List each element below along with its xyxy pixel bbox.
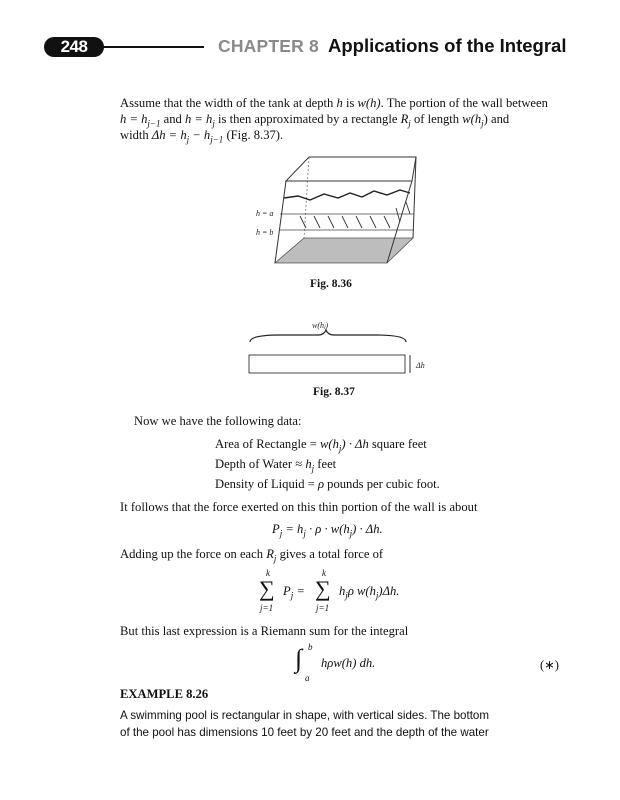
tank-bottom bbox=[275, 238, 413, 263]
riemann-sentence: But this last expression is a Riemann sum for the integral bbox=[120, 624, 409, 638]
chapter-title: Applications of the Integral bbox=[328, 35, 567, 56]
tank-edge bbox=[413, 157, 416, 238]
label-h-a: h = a bbox=[256, 209, 274, 218]
integral-expression bbox=[295, 640, 435, 684]
intro-line-1: Assume that the width of the tank at depth h is w(h). The portion of the wall between bbox=[120, 96, 548, 110]
sum-equation bbox=[257, 568, 437, 618]
density-line: Density of Liquid = ρ pounds per cubic foot. bbox=[215, 477, 440, 491]
rectangle-figure bbox=[240, 318, 440, 380]
force-equation: $P_j = h_j \cdot \rho \cdot w(h_j) \cdot \Delta h$. bbox=[272, 522, 383, 539]
tank-edge bbox=[275, 181, 286, 263]
brace-label: w(hⱼ) bbox=[312, 321, 329, 330]
sum-upper-1: k bbox=[266, 568, 270, 578]
header-rule bbox=[100, 46, 204, 48]
equation-tag: (∗) bbox=[540, 658, 559, 672]
page-number-badge: 248 bbox=[44, 37, 104, 57]
width-brace bbox=[250, 330, 406, 342]
intro-line-3: width $\Delta h = h_j - h_{j-1}$ (Fig. 8.37). bbox=[120, 128, 284, 145]
sum-rhs: $h_j\rho$ $w(h_j)\Delta h$. bbox=[339, 584, 400, 601]
intro-line-2: $h = h_{j-1}$ and $h = h_j$ is then approximated by a rectangle $R_j$ of length $w(h_j)$ and bbox=[120, 112, 510, 129]
sum-lhs: $P_j$ = bbox=[283, 584, 305, 601]
water-surface bbox=[284, 190, 410, 200]
tank-figure bbox=[250, 150, 430, 275]
area-line: Area of Rectangle = $w(h_j) \cdot \Delta h$ square feet bbox=[215, 437, 427, 454]
tank-top bbox=[286, 157, 416, 181]
integrand: hρw(h) dh. bbox=[321, 656, 376, 670]
sum-lower-2: j=1 bbox=[316, 603, 330, 613]
sigma-2: ∑ bbox=[315, 576, 331, 601]
force-sentence: It follows that the force exerted on this thin portion of the wall is about bbox=[120, 500, 478, 514]
strip-rectangle bbox=[249, 355, 405, 373]
sum-upper-2: k bbox=[322, 568, 326, 578]
example-line-2: of the pool has dimensions 10 feet by 20 feet and the depth of the water bbox=[120, 726, 489, 739]
height-label: Δh bbox=[416, 361, 425, 370]
sum-sentence: Adding up the force on each $R_j$ gives a total force of bbox=[120, 547, 384, 564]
strip-hatch bbox=[300, 202, 410, 228]
label-h-b: h = b bbox=[256, 228, 274, 237]
fig-837-caption: Fig. 8.37 bbox=[313, 386, 355, 398]
integral-upper: b bbox=[308, 642, 313, 652]
example-line-1: A swimming pool is rectangular in shape, with vertical sides. The bottom bbox=[120, 709, 490, 722]
integral-lower: a bbox=[305, 673, 310, 683]
sigma-1: ∑ bbox=[259, 576, 275, 601]
data-intro: Now we have the following data: bbox=[134, 414, 302, 428]
example-title: EXAMPLE 8.26 bbox=[120, 687, 209, 701]
chapter-label: CHAPTER 8 bbox=[218, 36, 319, 56]
fig-836-caption: Fig. 8.36 bbox=[310, 278, 352, 290]
integral-sign: ∫ bbox=[295, 644, 303, 673]
sum-lower-1: j=1 bbox=[260, 603, 274, 613]
depth-line: Depth of Water ≈ $h_j$ feet bbox=[215, 457, 337, 474]
